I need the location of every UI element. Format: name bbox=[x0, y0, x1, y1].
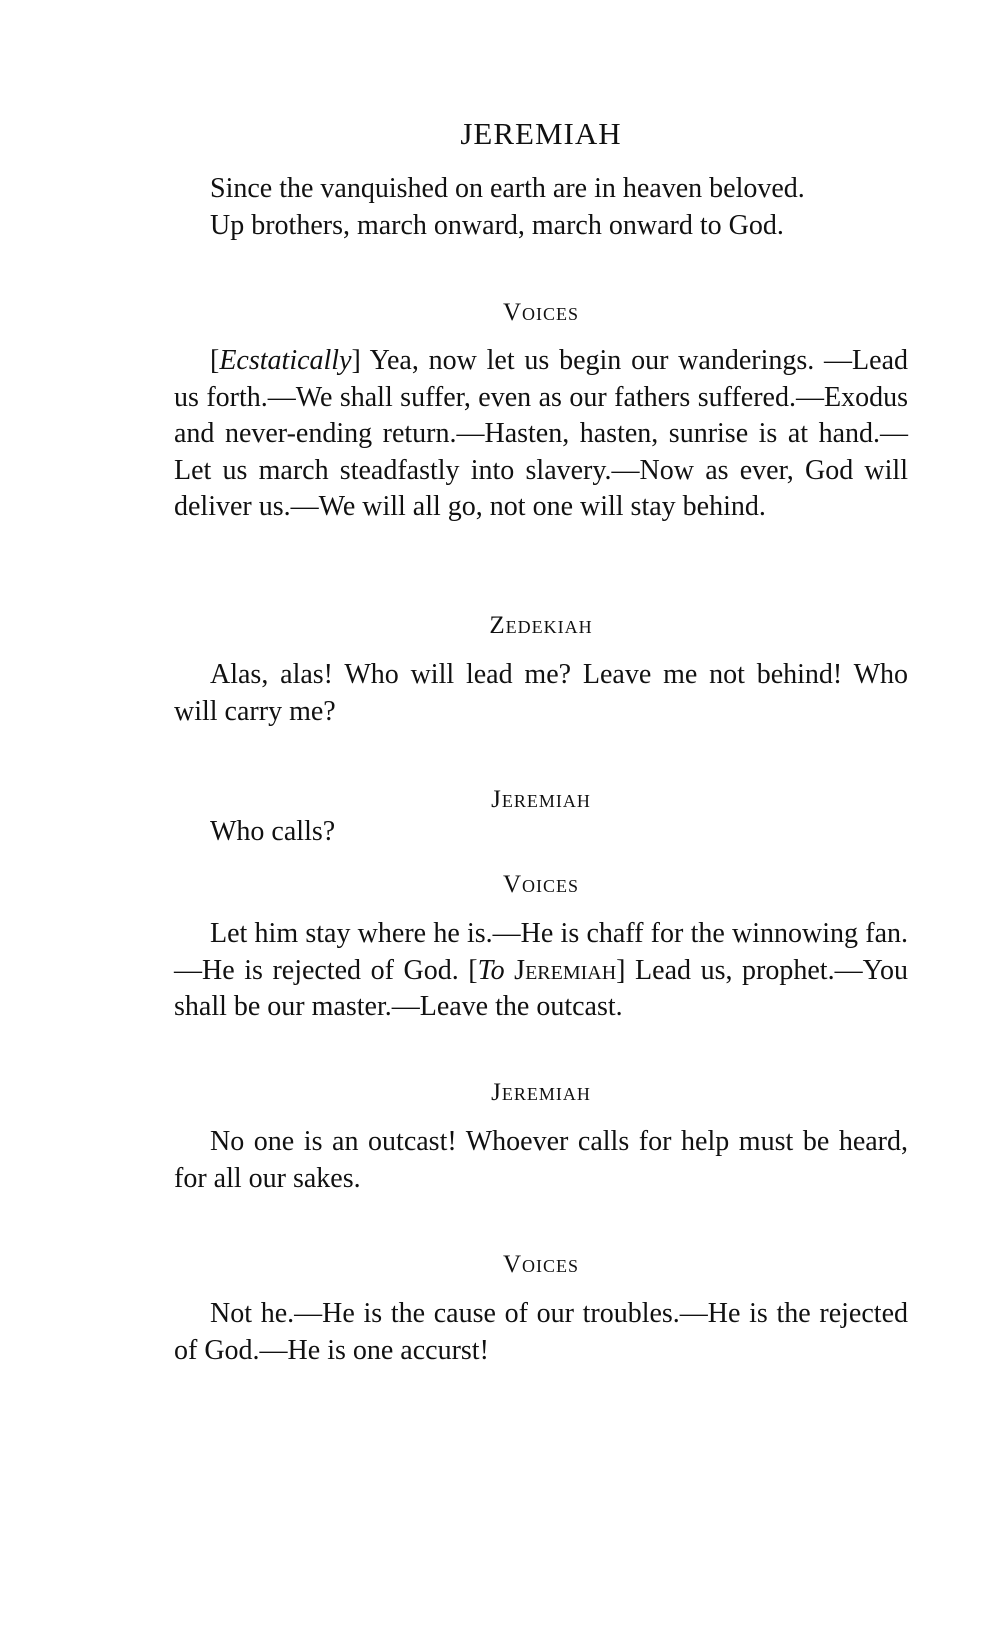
bracket-close: ] bbox=[351, 345, 361, 376]
speech-voices-3-text: Not he.—He is the cause of our troubles.—He is the rejected of God.—He is one accurst! bbox=[174, 1298, 908, 1366]
speech-body-before: Let him stay where he is.—He is chaff for the winnowing fan.—He is rejected of God. [ bbox=[174, 918, 908, 986]
verse-line-2: Up brothers, march onward, march onward to God. bbox=[210, 210, 784, 241]
speech-jeremiah-2 bbox=[174, 1124, 908, 1197]
speaker-voices-3: Voices bbox=[502, 1251, 580, 1278]
speech-body: Yea, now let us begin our wanderings. —Lead us forth.—We shall suffer, even as our fathers suffered.—Exodus and never-ending return.—Hasten, hasten, sunrise is at hand.—Let us march steadfastly into slavery.—Now as ever, God will deliver us.—We will all go, not one will stay behind. bbox=[174, 345, 908, 522]
speech-voices-2 bbox=[174, 916, 908, 1026]
speaker-voices-2: Voices bbox=[502, 871, 580, 898]
speech-jeremiah-1 bbox=[174, 814, 908, 850]
speech-body-after: ] Lead us, prophet.—You shall be our master.—Leave the outcast. bbox=[174, 954, 908, 1022]
speech-jeremiah-1-text: Who calls? bbox=[210, 816, 336, 847]
speaker-jeremiah-1: Jeremiah bbox=[491, 786, 591, 813]
bracket-open: [ bbox=[210, 345, 220, 376]
speech-voices-1-text bbox=[174, 343, 908, 526]
speech-voices-2-text bbox=[174, 916, 908, 1026]
speech-voices-3 bbox=[174, 1296, 908, 1369]
speech-voices-1 bbox=[174, 343, 908, 526]
speech-zedekiah bbox=[174, 657, 908, 730]
addressee: Jeremiah bbox=[514, 954, 617, 986]
running-head: JEREMIAH bbox=[460, 116, 622, 151]
stage-direction: To bbox=[477, 954, 505, 986]
verse-block bbox=[174, 170, 908, 244]
speech-zedekiah-text: Alas, alas! Who will lead me? Leave me not behind! Who will carry me? bbox=[174, 659, 908, 727]
verse-line-1: Since the vanquished on earth are in heaven beloved. bbox=[210, 173, 805, 204]
speaker-zedekiah: Zedekiah bbox=[489, 612, 593, 639]
speech-jeremiah-2-text: No one is an outcast! Whoever calls for help must be heard, for all our sakes. bbox=[174, 1126, 908, 1194]
speaker-voices-1: Voices bbox=[502, 299, 580, 326]
speaker-jeremiah-2: Jeremiah bbox=[491, 1079, 591, 1106]
stage-direction: Ecstatically bbox=[219, 345, 352, 376]
